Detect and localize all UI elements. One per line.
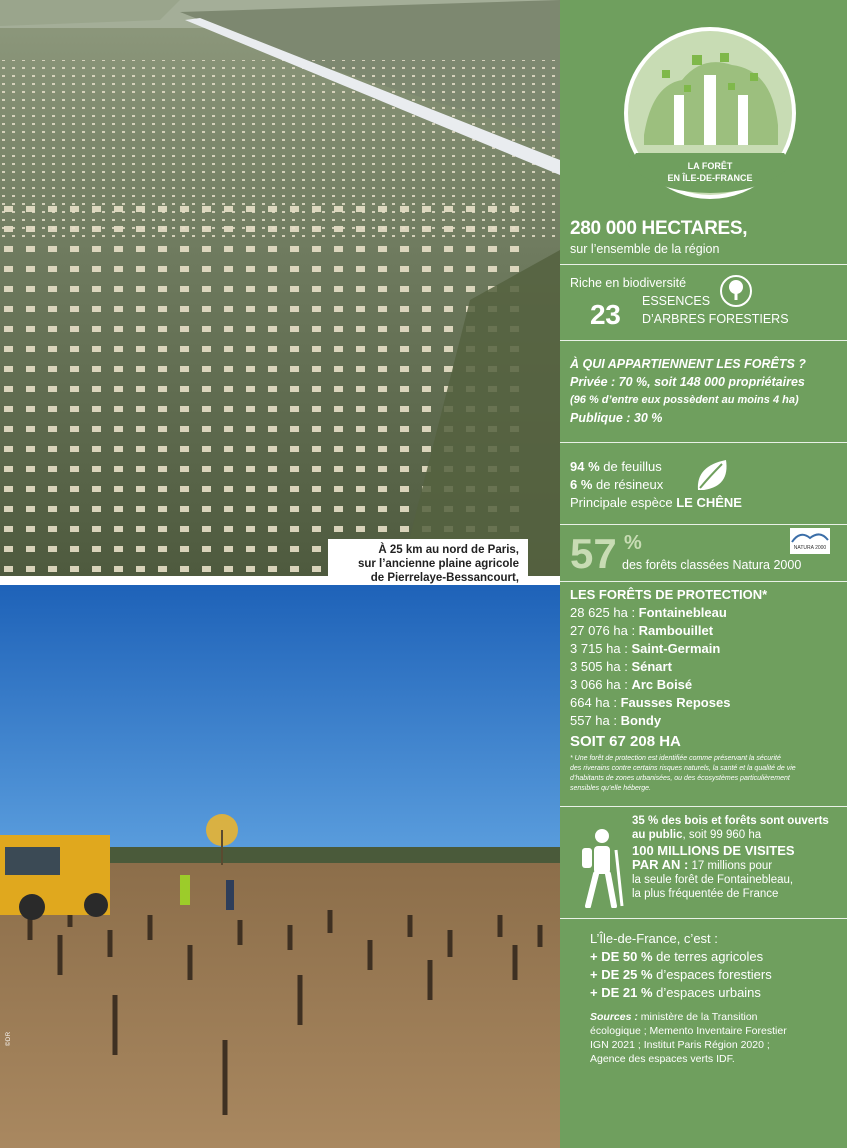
ownership-private: Privée : 70 %, soit 148 000 propriétaires — [570, 375, 805, 389]
visits-section — [632, 814, 842, 901]
protection-item — [570, 640, 837, 658]
footnote-line: des riverains contre certains risques naturels, la santé et la qualité de vie — [570, 765, 796, 772]
natura-section — [560, 530, 847, 582]
surface-desc: sur l’ensemble de la région — [570, 242, 720, 256]
caption-line: À 25 km au nord de Paris, — [378, 544, 519, 556]
protection-area: 27 076 ha : — [570, 623, 639, 638]
logo-line-1: LA FORÊT — [687, 161, 733, 171]
forest-emblem-icon — [622, 25, 798, 201]
visits-line-4: la plus fréquentée de France — [632, 888, 779, 900]
protection-item — [570, 694, 837, 712]
visits-line-3: la seule forêt de Fontainebleau, — [632, 874, 794, 886]
deciduous-value: 94 % — [570, 459, 600, 474]
logo-line-2: EN ÎLE-DE-FRANCE — [667, 173, 753, 183]
protection-area: 3 715 ha : — [570, 641, 632, 656]
hiker-icon — [578, 828, 626, 908]
protection-total: SOIT 67 208 HA — [570, 733, 681, 750]
idf-item-label: d’espaces forestiers — [652, 967, 772, 982]
protection-area: 3 505 ha : — [570, 659, 632, 674]
protection-name: Bondy — [620, 713, 662, 728]
open-line-1: 35 % des bois et forêts sont ouverts — [632, 815, 829, 827]
sources-line: ministère de la Transition — [637, 1011, 758, 1023]
footnote-line: d’habitants de zones urbanisées, ou des écosystèmes particulièrement — [570, 775, 790, 782]
sources-line: Agence des espaces verts IDF. — [590, 1053, 735, 1065]
natura-logo-text: NATURA 2000 — [793, 545, 827, 551]
sources-line: IGN 2021 ; Institut Paris Région 2020 ; — [590, 1039, 770, 1051]
protection-title: LES FORÊTS DE PROTECTION* — [570, 587, 768, 602]
protection-item — [570, 658, 837, 676]
divider — [560, 264, 847, 265]
natura-logo — [790, 528, 830, 554]
caption-line: sur l’ancienne plaine agricole — [357, 558, 519, 570]
divider — [560, 918, 847, 919]
planting-site-photo — [0, 585, 560, 1148]
idf-intro: L’Île-de-France, c’est : — [590, 931, 718, 946]
divider — [560, 340, 847, 341]
biodiversity-section — [560, 276, 847, 330]
visits-line-2-bold: PAR AN : — [632, 857, 689, 872]
forest-logo — [622, 25, 798, 201]
conifer-value: 6 % — [570, 477, 593, 492]
protection-name: Rambouillet — [638, 623, 714, 638]
protection-item — [570, 712, 837, 730]
footnote-line: sensibles qu’elle héberge. — [570, 785, 651, 792]
protection-area: 664 ha : — [570, 695, 621, 710]
divider — [560, 581, 847, 582]
protection-area: 28 625 ha : — [570, 605, 639, 620]
protection-name: Fausses Reposes — [620, 695, 731, 710]
natura-value: 57 — [570, 530, 617, 577]
protection-footnote — [570, 754, 837, 794]
idf-item-value: + DE 50 % — [590, 949, 653, 964]
leaf-icon — [692, 456, 732, 496]
open-line-2-bold: au public — [632, 829, 683, 841]
protection-name: Saint-Germain — [631, 641, 721, 656]
sources-section — [580, 1010, 847, 1066]
natura-desc: des forêts classées Natura 2000 — [622, 558, 802, 572]
ownership-public: Publique : 30 % — [570, 411, 663, 425]
footnote-line: * Une forêt de protection est identifiée comme préservant la sécurité — [570, 755, 781, 762]
surface-value: 280 000 HECTARES, — [570, 218, 748, 239]
natura-unit: % — [624, 532, 642, 554]
protection-item — [570, 676, 837, 694]
protection-item — [570, 604, 837, 622]
ownership-section — [560, 355, 847, 427]
divider — [560, 524, 847, 525]
aerial-plantation-photo — [0, 0, 560, 576]
essences-label-2: D’ARBRES FORESTIERS — [642, 312, 789, 326]
deciduous-label: de feuillus — [599, 459, 662, 474]
conifer-label: de résineux — [592, 477, 664, 492]
caption-line: de Pierrelaye-Bessancourt, — [370, 572, 519, 584]
tree-icon — [719, 274, 753, 308]
sources-label: Sources : — [590, 1011, 638, 1023]
protection-name: Fontainebleau — [638, 605, 727, 620]
protection-name: Arc Boisé — [631, 677, 693, 692]
essences-count: 23 — [590, 299, 621, 330]
ownership-title: À QUI APPARTIENNENT LES FORÊTS ? — [570, 357, 806, 371]
idf-item-label: de terres agricoles — [652, 949, 764, 964]
protection-item — [570, 622, 837, 640]
idf-item-value: + DE 25 % — [590, 967, 653, 982]
main-species-value: LE CHÊNE — [676, 495, 742, 510]
sources-line: écologique ; Memento Inventaire Forestier — [590, 1025, 787, 1037]
photo-credit: ©DR — [6, 1031, 12, 1046]
divider — [560, 806, 847, 807]
natura-logo-icon — [790, 528, 830, 546]
info-panel — [560, 0, 847, 1148]
idf-item-value: + DE 21 % — [590, 985, 653, 1000]
open-line-2: , soit 99 960 ha — [682, 829, 762, 841]
protection-area: 557 ha : — [570, 713, 621, 728]
protection-section — [560, 586, 847, 794]
protection-area: 3 066 ha : — [570, 677, 632, 692]
idf-section — [580, 930, 847, 1002]
divider — [560, 442, 847, 443]
idf-item-label: d’espaces urbains — [652, 985, 761, 1000]
biodiversity-intro: Riche en biodiversité — [570, 276, 687, 290]
essences-label-1: ESSENCES — [642, 294, 711, 308]
surface-section — [560, 218, 847, 256]
ownership-private-note: (96 % d’entre eux possèdent au moins 4 ha) — [570, 394, 799, 406]
visits-line-1: 100 MILLIONS DE VISITES — [632, 843, 795, 858]
main-species-label: Principale espèce — [570, 495, 677, 510]
protection-name: Sénart — [631, 659, 672, 674]
visits-line-2: 17 millions pour — [688, 860, 773, 872]
